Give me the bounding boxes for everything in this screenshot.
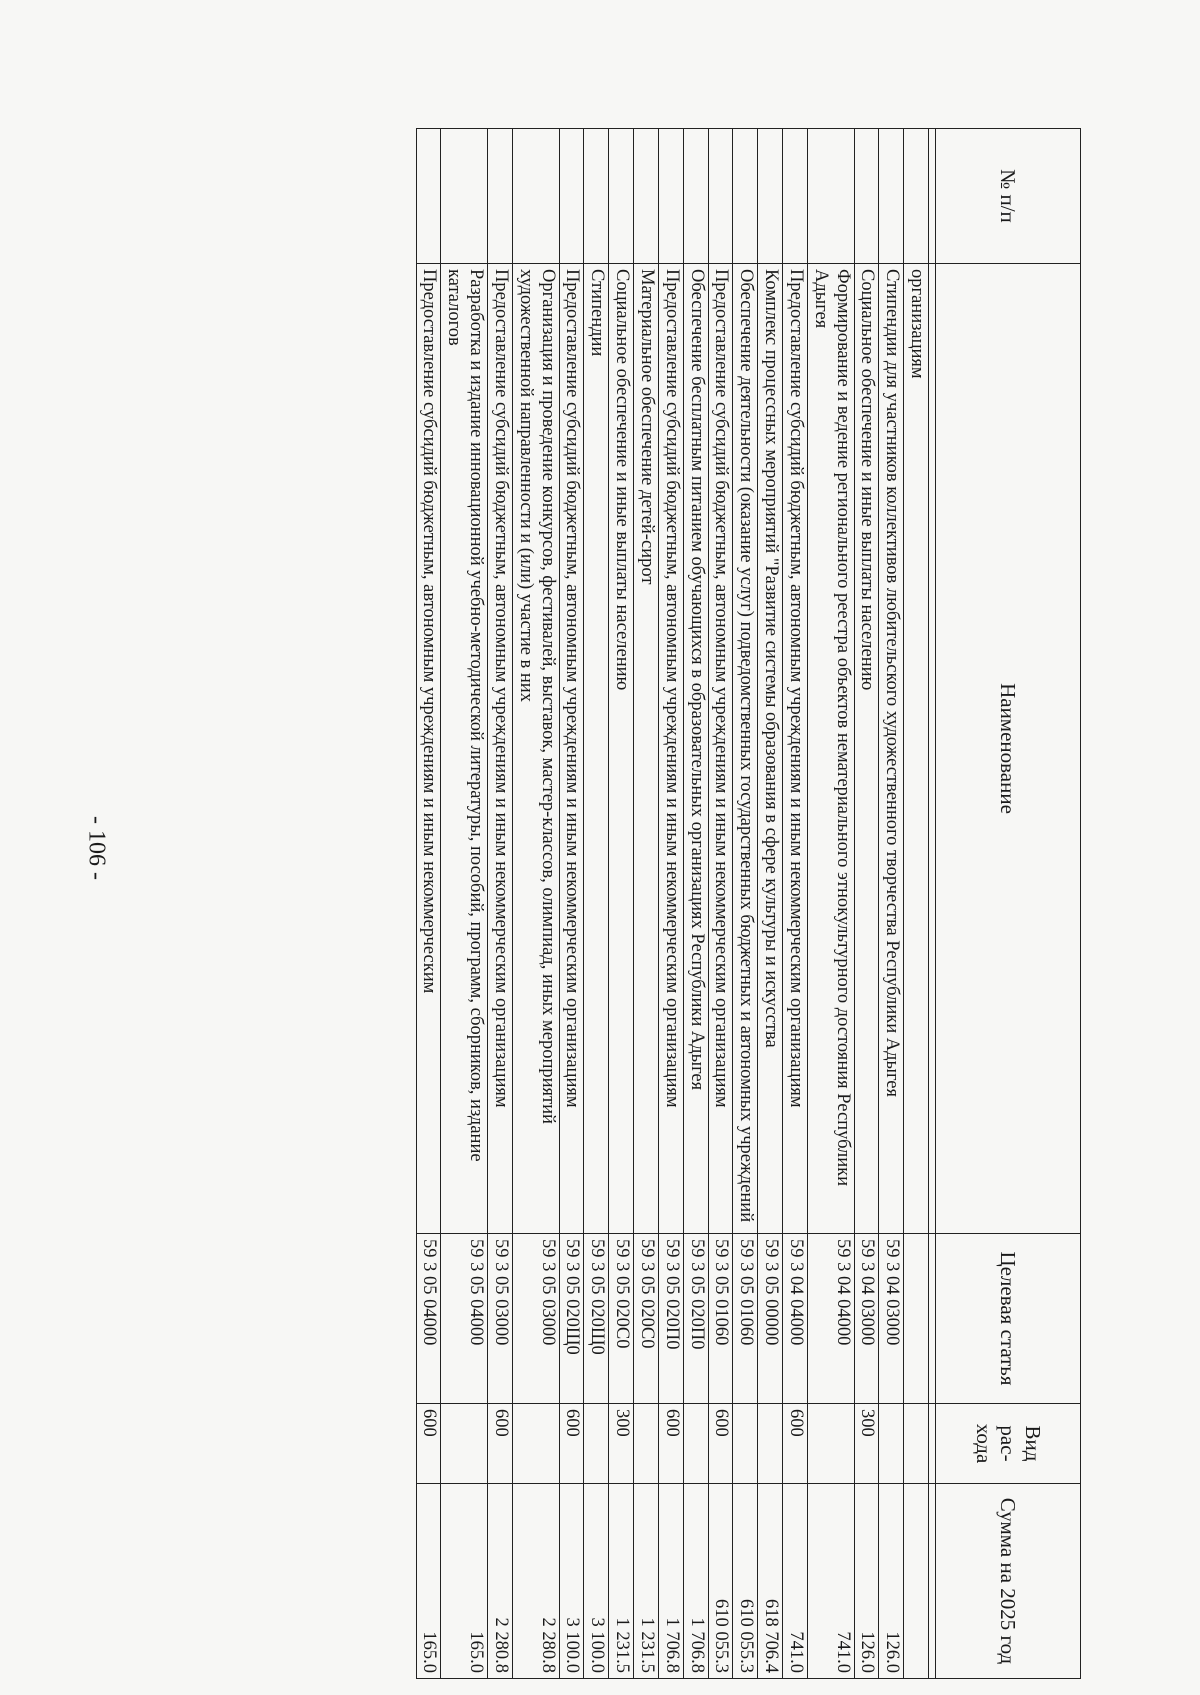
table-row: [783, 129, 808, 1679]
cell-code: 59 3 05 04000: [441, 1234, 488, 1404]
cell-name: Обеспечение бесплатным питанием обучающихся в образовательных организациях Республики Адыгея: [683, 264, 708, 1234]
table-row: [758, 129, 783, 1679]
cell-type: [904, 1404, 929, 1484]
cell-amount: 3 100.0: [559, 1484, 584, 1679]
cell-code: 59 3 05 020Щ0: [584, 1234, 609, 1404]
cell-code: 59 3 05 03000: [488, 1234, 513, 1404]
cell-name: Социальное обеспечение и иные выплаты населению: [854, 264, 879, 1234]
cell-type: 600: [708, 1404, 733, 1484]
cell-type: 300: [854, 1404, 879, 1484]
cell-code: 59 3 04 04000: [783, 1234, 808, 1404]
cell-num: [783, 129, 808, 264]
cell-name: Предоставление субсидий бюджетным, автономным учреждениям и иным некоммерческим организациям: [559, 264, 584, 1234]
cell-type: 600: [658, 1404, 683, 1484]
table-row: [879, 129, 904, 1679]
table-row: [733, 129, 758, 1679]
table-row: [807, 129, 854, 1679]
table-row: [854, 129, 879, 1679]
header-num: № п/п: [936, 129, 1081, 264]
cell-num: [807, 129, 854, 264]
cell-code: 59 3 04 03000: [854, 1234, 879, 1404]
cell-name: организациям: [904, 264, 929, 1234]
budget-table: [416, 128, 1081, 1679]
cell-code: 59 3 05 020С0: [609, 1234, 634, 1404]
cell-num: [683, 129, 708, 264]
cell-code: 59 3 04 03000: [879, 1234, 904, 1404]
cell-amount: 618 706.4: [758, 1484, 783, 1679]
cell-code: 59 3 05 020С0: [634, 1234, 659, 1404]
cell-amount: 1 706.8: [658, 1484, 683, 1679]
cell-name: Комплекс процессных мероприятий "Развитие системы образования в сфере культуры и искусства: [758, 264, 783, 1234]
header-code: Целевая статья: [936, 1234, 1081, 1404]
cell-amount: 2 280.8: [512, 1484, 559, 1679]
cell-num: [634, 129, 659, 264]
cell-type: [879, 1404, 904, 1484]
table-row: [416, 129, 441, 1679]
cell-code: 59 3 05 03000: [512, 1234, 559, 1404]
cell-name: Стипендии: [584, 264, 609, 1234]
cell-name: Предоставление субсидий бюджетным, автономным учреждениям и иным некоммерческим организациям: [488, 264, 513, 1234]
cell-type: [512, 1404, 559, 1484]
cell-amount: 126.0: [879, 1484, 904, 1679]
cell-num: [904, 129, 929, 264]
cell-num: [441, 129, 488, 264]
cell-code: 59 3 04 04000: [807, 1234, 854, 1404]
cell-code: [904, 1234, 929, 1404]
cell-num: [416, 129, 441, 264]
cell-num: [733, 129, 758, 264]
cell-name: Стипендии для участников коллективов любительского художественного творчества Республики Адыгея: [879, 264, 904, 1234]
cell-code: 59 3 05 020Щ0: [559, 1234, 584, 1404]
cell-type: 600: [416, 1404, 441, 1484]
table-row: [488, 129, 513, 1679]
cell-amount: 3 100.0: [584, 1484, 609, 1679]
table-row: [658, 129, 683, 1679]
cell-num: [488, 129, 513, 264]
cell-num: [609, 129, 634, 264]
cell-amount: 2 280.8: [488, 1484, 513, 1679]
cell-type: [683, 1404, 708, 1484]
cell-type: [634, 1404, 659, 1484]
cell-amount: 165.0: [441, 1484, 488, 1679]
spacer-row: [929, 129, 936, 1679]
cell-type: 600: [488, 1404, 513, 1484]
cell-name: Материальное обеспечение детей-сирот: [634, 264, 659, 1234]
cell-num: [708, 129, 733, 264]
cell-name: Организация и проведение конкурсов, фестивалей, выставок, мастер-классов, олимпиад, иных мероприятий художественной направленности и (или) участие в них: [512, 264, 559, 1234]
header-type: Вид рас- хода: [936, 1404, 1081, 1484]
cell-code: 59 3 05 020П0: [683, 1234, 708, 1404]
table-row: [441, 129, 488, 1679]
cell-num: [879, 129, 904, 264]
cell-num: [584, 129, 609, 264]
cell-name: Социальное обеспечение и иные выплаты населению: [609, 264, 634, 1234]
table-row: [708, 129, 733, 1679]
cell-name: Формирование и ведение регионального реестра объектов нематериального этнокультурного достояния Республики Адыгея: [807, 264, 854, 1234]
cell-code: 59 3 05 00000: [758, 1234, 783, 1404]
header-row: [936, 129, 1081, 1679]
cell-num: [658, 129, 683, 264]
cell-type: 600: [783, 1404, 808, 1484]
cell-amount: [904, 1484, 929, 1679]
page-number: - 106 -: [83, 816, 110, 880]
cell-name: Обеспечение деятельности (оказание услуг) подведомственных государственных бюджетных и автономных учреждений: [733, 264, 758, 1234]
cell-type: 600: [559, 1404, 584, 1484]
cell-amount: 610 055.3: [708, 1484, 733, 1679]
cell-name: Предоставление субсидий бюджетным, автономным учреждениям и иным некоммерческим организациям: [783, 264, 808, 1234]
cell-name: Предоставление субсидий бюджетным, автономным учреждениям и иным некоммерческим: [416, 264, 441, 1234]
cell-amount: 1 231.5: [634, 1484, 659, 1679]
cell-code: 59 3 05 01060: [708, 1234, 733, 1404]
cell-amount: 1 706.8: [683, 1484, 708, 1679]
cell-amount: 1 231.5: [609, 1484, 634, 1679]
cell-type: [441, 1404, 488, 1484]
table-row: [609, 129, 634, 1679]
table-row: [904, 129, 929, 1679]
cell-name: Предоставление субсидий бюджетным, автономным учреждениям и иным некоммерческим организациям: [658, 264, 683, 1234]
cell-num: [854, 129, 879, 264]
cell-code: 59 3 05 04000: [416, 1234, 441, 1404]
cell-num: [512, 129, 559, 264]
cell-type: [584, 1404, 609, 1484]
header-amount: Сумма на 2025 год: [936, 1484, 1081, 1679]
cell-code: 59 3 05 020П0: [658, 1234, 683, 1404]
cell-amount: 741.0: [783, 1484, 808, 1679]
cell-amount: 126.0: [854, 1484, 879, 1679]
cell-amount: 741.0: [807, 1484, 854, 1679]
table-row: [512, 129, 559, 1679]
cell-type: [758, 1404, 783, 1484]
cell-type: [807, 1404, 854, 1484]
header-name: Наименование: [936, 264, 1081, 1234]
cell-type: 300: [609, 1404, 634, 1484]
table-row: [634, 129, 659, 1679]
table-row: [559, 129, 584, 1679]
cell-num: [559, 129, 584, 264]
cell-amount: 610 055.3: [733, 1484, 758, 1679]
cell-num: [758, 129, 783, 264]
cell-name: Разработка и издание инновационной учебно-методической литературы, пособий, программ, сборников, издание каталогов: [441, 264, 488, 1234]
table-row: [683, 129, 708, 1679]
table-row: [584, 129, 609, 1679]
cell-code: 59 3 05 01060: [733, 1234, 758, 1404]
cell-name: Предоставление субсидий бюджетным, автономным учреждениям и иным некоммерческим организациям: [708, 264, 733, 1234]
rotated-table-container: [131, 128, 1081, 1678]
cell-amount: 165.0: [416, 1484, 441, 1679]
cell-type: [733, 1404, 758, 1484]
